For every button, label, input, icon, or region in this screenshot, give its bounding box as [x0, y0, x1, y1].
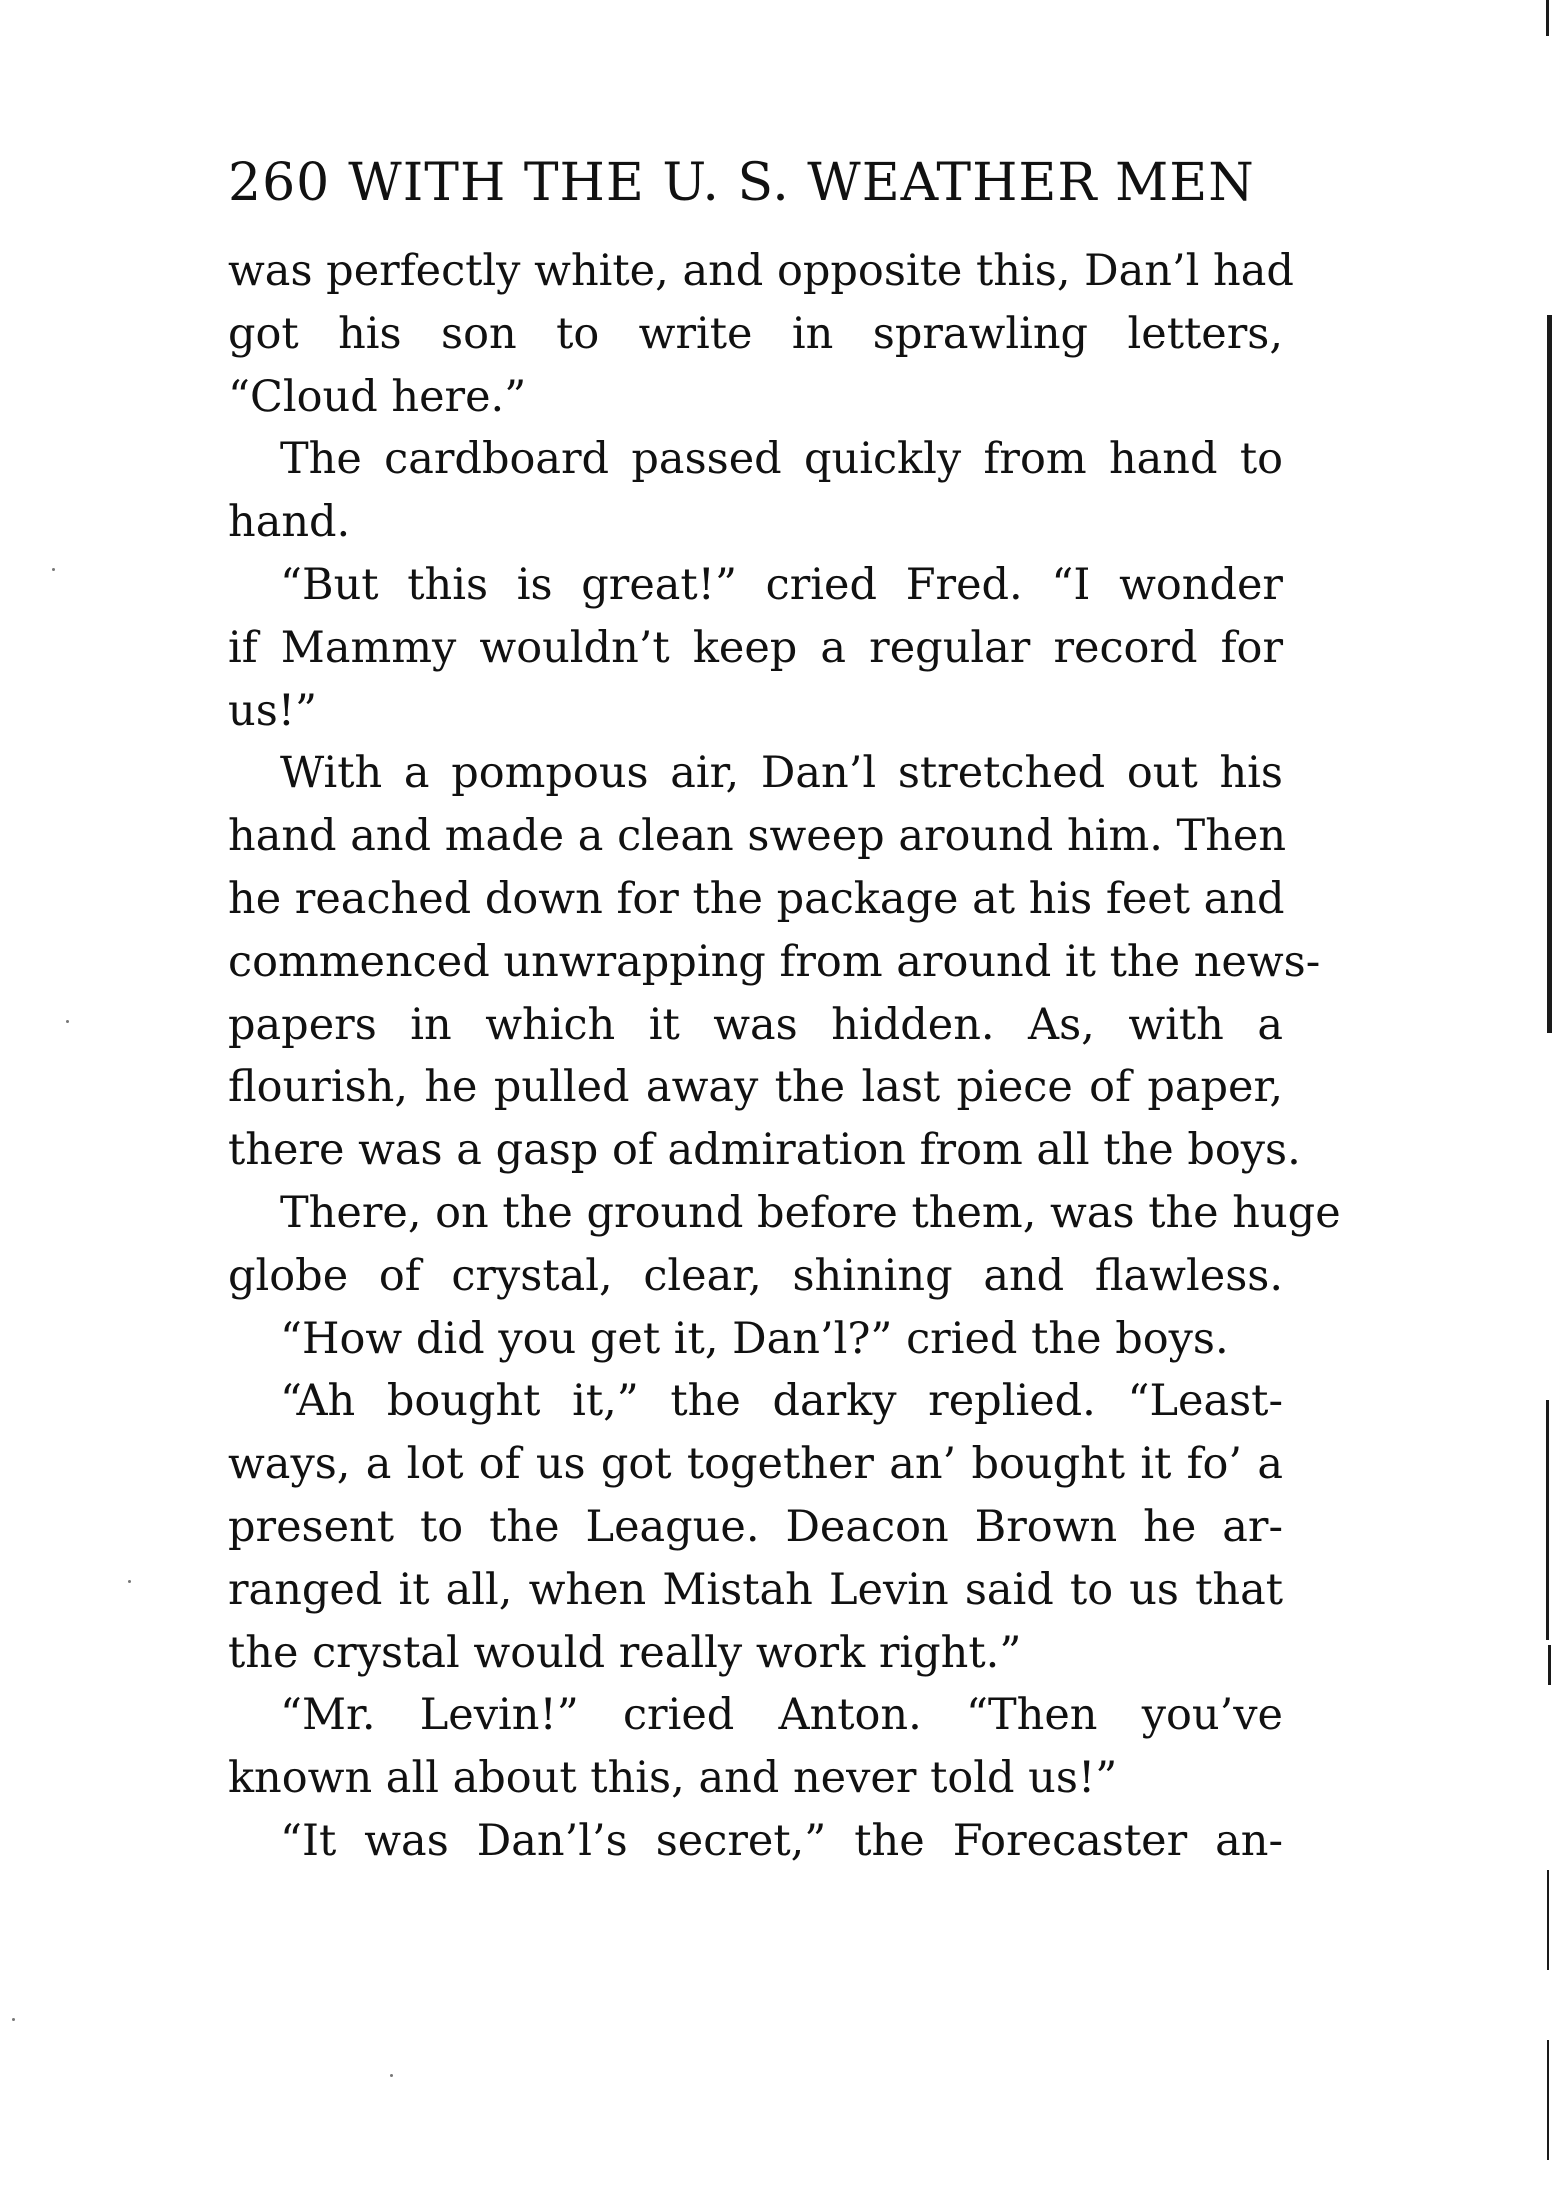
text-line: With a pompous air, Dan’l stretched out his — [280, 748, 1283, 799]
text-line: was perfectly white, and opposite this, Dan’l had — [228, 246, 1294, 296]
text-line: There, on the ground before them, was the huge — [280, 1187, 1341, 1238]
text-line: papers in which it was hidden. As, with a — [228, 999, 1283, 1050]
text-line: there was a gasp of admiration from all the boys. — [228, 1125, 1301, 1176]
scan-speck — [128, 1580, 131, 1583]
scan-edge-mark — [1547, 315, 1552, 1033]
text-line: got his son to write in sprawling letters, — [228, 308, 1283, 359]
text-line: commenced unwrapping from around it the news- — [228, 936, 1321, 987]
scan-edge-mark — [1546, 1400, 1549, 1640]
page-number: 260 — [228, 153, 331, 213]
text-line: globe of crystal, clear, shining and flawless. — [228, 1250, 1283, 1301]
scan-speck — [12, 2018, 15, 2021]
body-text — [228, 240, 1341, 1873]
text-line: known all about this, and never told us!” — [228, 1753, 1118, 1804]
text-line: “Mr. Levin!” cried Anton. “Then you’ve — [280, 1690, 1283, 1741]
text-line: if Mammy wouldn’t keep a regular record for — [228, 622, 1283, 673]
text-line: The cardboard passed quickly from hand to — [280, 434, 1283, 485]
text-line: the crystal would really work right.” — [228, 1627, 1022, 1678]
text-line: “But this is great!” cried Fred. “I wonder — [280, 559, 1283, 610]
text-line: “Ah bought it,” the darky replied. “Least- — [280, 1376, 1283, 1427]
scan-edge-mark — [1546, 0, 1549, 36]
text-line: “How did you get it, Dan’l?” cried the boys. — [280, 1313, 1229, 1364]
text-line: ways, a lot of us got together an’ bought it fo’ a — [228, 1439, 1283, 1490]
text-line: flourish, he pulled away the last piece of paper, — [228, 1062, 1283, 1113]
scan-edge-mark — [1548, 1645, 1551, 1685]
scan-speck — [52, 568, 55, 571]
running-head — [228, 148, 1298, 218]
scan-speck — [390, 2074, 393, 2077]
text-line: hand and made a clean sweep around him. Then — [228, 811, 1287, 862]
scan-edge-mark — [1547, 2040, 1549, 2160]
text-line: us!” — [228, 685, 318, 736]
text-line: “Cloud here.” — [228, 371, 527, 422]
scan-edge-mark — [1547, 1870, 1549, 1970]
text-line: hand. — [228, 497, 351, 548]
running-title: WITH THE U. S. WEATHER MEN — [348, 153, 1255, 213]
text-line: present to the League. Deacon Brown he ar- — [228, 1501, 1283, 1552]
text-line: “It was Dan’l’s secret,” the Forecaster an- — [280, 1815, 1283, 1866]
text-line: ranged it all, when Mistah Levin said to us that — [228, 1564, 1283, 1615]
scan-speck — [66, 1020, 69, 1023]
text-line: he reached down for the package at his feet and — [228, 873, 1285, 924]
